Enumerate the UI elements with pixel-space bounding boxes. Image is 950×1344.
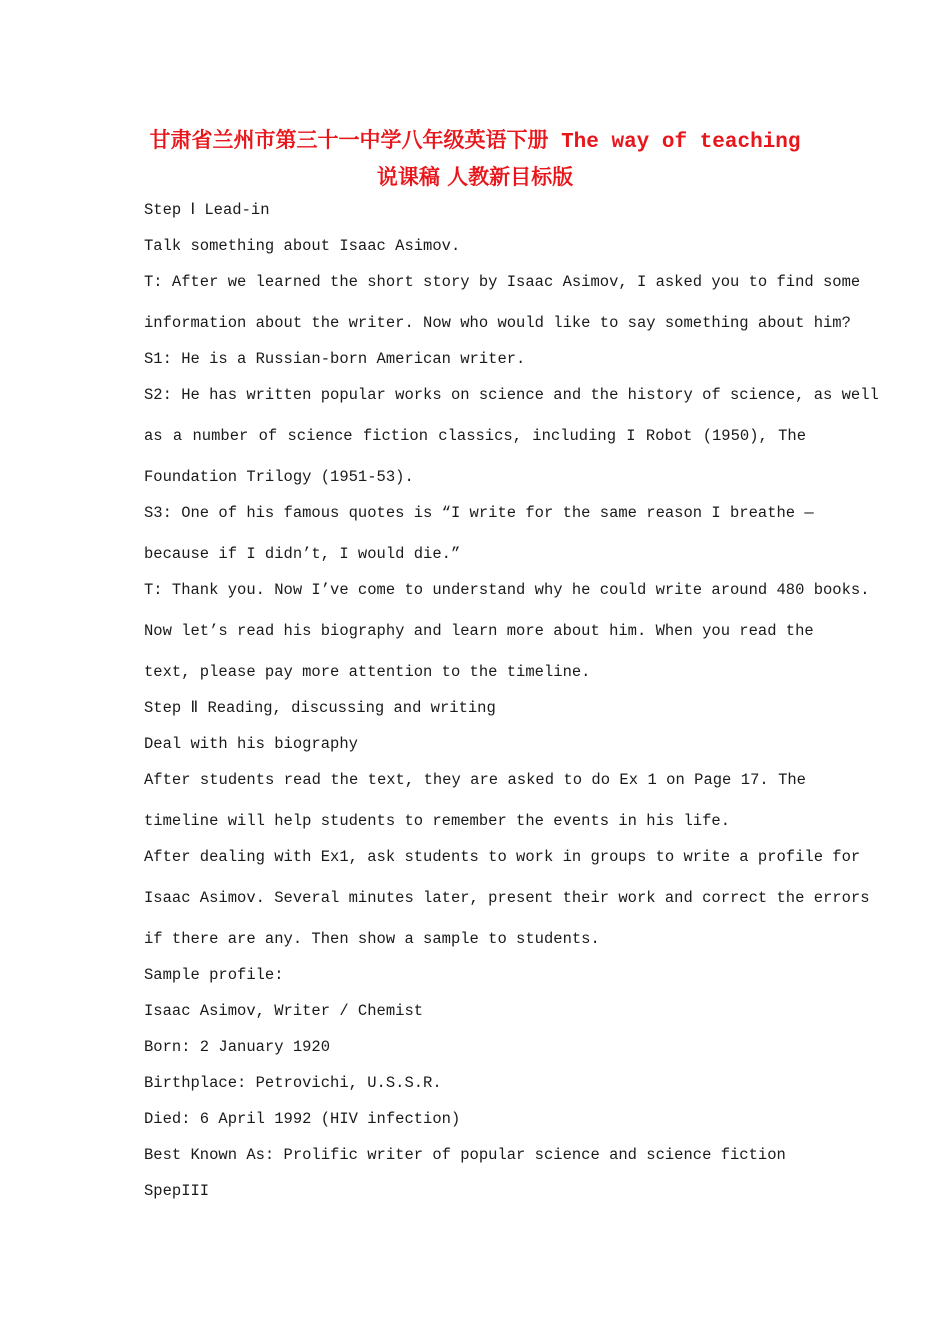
step-1-heading: Step Ⅰ Lead-in — [144, 201, 270, 219]
step-2-heading: Step Ⅱ Reading, discussing and writing — [144, 699, 496, 717]
sample-profile-heading: Sample profile: — [144, 966, 284, 984]
title-chinese-part: 甘肃省兰州市第三十一中学八年级英语下册 — [149, 127, 549, 152]
text-line: S3: One of his famous quotes is “I write for the same reason I breathe — — [144, 504, 814, 522]
profile-line: Died: 6 April 1992 (HIV infection) — [144, 1110, 461, 1128]
text-line: Now let’s read his biography and learn more about him. When you read the — [144, 622, 814, 640]
text-line: Deal with his biography — [144, 735, 358, 753]
text-line: After dealing with Ex1, ask students to work in groups to write a profile for — [144, 848, 861, 866]
text-line: S1: He is a Russian-born American writer. — [144, 350, 526, 368]
document-title-line-1 — [0, 124, 950, 154]
text-line: T: Thank you. Now I’ve come to understand why he could write around 480 books. — [144, 581, 870, 599]
title-english-part: The way of teaching — [548, 131, 801, 154]
text-line: timeline will help students to remember the events in his life. — [144, 812, 730, 830]
document-title-line-2: 说课稿 人教新目标版 — [376, 164, 574, 189]
text-line: information about the writer. Now who would like to say something about him? — [144, 314, 851, 332]
profile-line: Best Known As: Prolific writer of popular science and science fiction — [144, 1146, 786, 1164]
profile-line: Isaac Asimov, Writer / Chemist — [144, 1002, 424, 1020]
text-line: Talk something about Isaac Asimov. — [144, 237, 461, 255]
text-line: Isaac Asimov. Several minutes later, present their work and correct the errors — [144, 889, 870, 907]
text-line: After students read the text, they are asked to do Ex 1 on Page 17. The — [144, 771, 806, 789]
text-line: Foundation Trilogy (1951-53). — [144, 468, 414, 486]
text-line: as a number of science fiction classics, including I Robot (1950), The — [144, 427, 806, 445]
text-line: S2: He has written popular works on science and the history of science, as well — [144, 386, 879, 404]
step-3-heading: SpepIII — [144, 1182, 210, 1200]
profile-line: Birthplace: Petrovichi, U.S.S.R. — [144, 1074, 442, 1092]
text-line: because if I didn’t, I would die.” — [144, 545, 461, 563]
text-line: text, please pay more attention to the timeline. — [144, 663, 591, 681]
text-line: T: After we learned the short story by Isaac Asimov, I asked you to find some — [144, 273, 861, 291]
profile-line: Born: 2 January 1920 — [144, 1038, 331, 1056]
text-line: if there are any. Then show a sample to students. — [144, 930, 600, 948]
